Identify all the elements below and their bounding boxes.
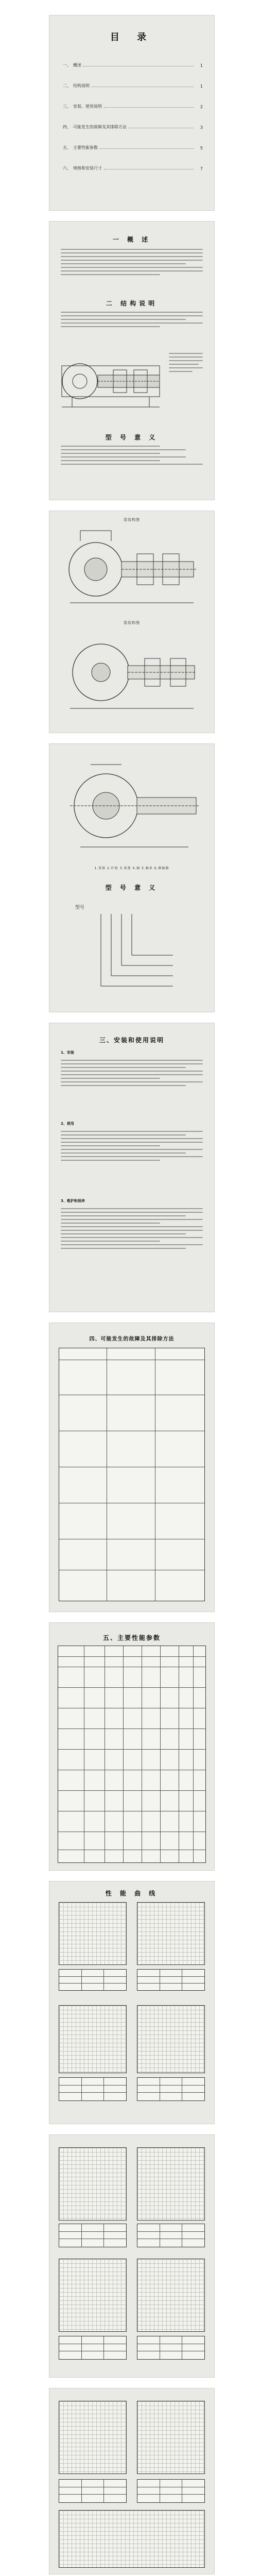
curve-grid: [59, 2147, 127, 2221]
page-curves-2: [49, 2135, 214, 2377]
curve-grid: [137, 2005, 205, 2073]
pump-drawing-1: [60, 526, 204, 613]
toc-item-page: 1: [200, 63, 203, 68]
model-meaning-heading: 型 号 意 义: [105, 884, 159, 891]
structure-text: [61, 309, 203, 330]
structure-heading: 二 结构说明: [106, 300, 158, 307]
toc-item-num: 一、: [63, 63, 71, 67]
curve-table: [137, 2077, 205, 2101]
toc-item[interactable]: [63, 79, 203, 89]
toc-leader: [104, 107, 194, 108]
model-params-text: [61, 443, 203, 467]
pump-drawing-2: [60, 629, 204, 716]
fig-legend: 1.泵体 2.叶轮 3.泵盖 4.轴 5.轴承 6.联轴器: [94, 867, 169, 870]
install-text-2: [61, 1128, 203, 1163]
fault-table: [59, 1348, 205, 1601]
toc-item-num: 五、: [63, 145, 71, 150]
performance-table: [58, 1646, 206, 1863]
toc-item-text: 主要性能参数: [73, 145, 98, 150]
page-toc: [49, 15, 214, 210]
overview-text: [61, 246, 203, 278]
toc-item[interactable]: [63, 121, 203, 130]
curve-grid: [59, 2510, 205, 2568]
fig-pump-1-caption: 泵结构图: [124, 518, 140, 522]
toc-item-page: 1: [200, 84, 203, 89]
curve-grid: [59, 1902, 127, 1965]
toc-item-page: 2: [200, 105, 203, 109]
curves-heading: 性 能 曲 线: [105, 1890, 159, 1897]
page-faults: [49, 1323, 214, 1612]
curve-grid: [59, 2005, 127, 2073]
curve-grid: [137, 1902, 205, 1965]
page-performance: [49, 1623, 214, 1870]
toc-item[interactable]: [63, 141, 203, 150]
toc-item-num: 四、: [63, 125, 71, 129]
page-curves-3: [49, 2388, 214, 2574]
toc-item[interactable]: [63, 59, 203, 68]
toc-item-page: 3: [200, 125, 203, 130]
faults-heading: 四、可能发生的故障及其排除方法: [89, 1336, 175, 1342]
curve-table: [59, 2077, 127, 2101]
curve-grid: [59, 2401, 127, 2474]
overview-heading: 一 概 述: [112, 236, 151, 243]
curve-table: [59, 2336, 127, 2360]
install-heading: 三、安装和使用说明: [99, 1037, 164, 1044]
install-text-1: [61, 1057, 203, 1089]
toc-item-num: 三、: [63, 104, 71, 109]
performance-heading: 五、主要性能参数: [102, 1634, 161, 1641]
toc-item-num: 六、: [63, 166, 71, 171]
curve-table: [137, 2336, 205, 2360]
curve-grid: [137, 2259, 205, 2332]
install-subhead-1: 1、安装: [61, 1050, 74, 1055]
pump-section-drawing: [57, 345, 165, 422]
toc-item-text: 规格和安装尺寸: [73, 166, 102, 171]
curve-table: [137, 2479, 205, 2503]
page-model-meaning: [49, 744, 214, 1012]
toc-leader: [100, 148, 194, 149]
structure-side-text: [169, 350, 203, 375]
fig-pump-2-caption: 泵结构图: [124, 621, 140, 625]
toc-item-page: 7: [200, 166, 203, 171]
svg-text:型号: 型号: [75, 905, 85, 910]
toc-item[interactable]: [63, 162, 203, 171]
curve-table: [59, 2479, 127, 2503]
curve-grid: [137, 2147, 205, 2221]
curve-grid: [137, 2401, 205, 2474]
toc-item-text: 结构说明: [73, 83, 90, 88]
page-curves-1: [49, 1882, 214, 2124]
page-structure-drawings: [49, 511, 214, 733]
page-overview: [49, 222, 214, 500]
install-subhead-2: 2、使用: [61, 1122, 74, 1126]
install-subhead-3: 3、维护和保养: [61, 1199, 85, 1203]
toc-item-num: 二、: [63, 83, 71, 88]
model-code-diagram: [70, 899, 194, 996]
page-install: [49, 1023, 214, 1312]
toc-leader: [104, 169, 194, 170]
curve-table: [137, 2224, 205, 2247]
toc-item-text: 概述: [73, 63, 81, 67]
curve-table: [59, 1969, 127, 1991]
curve-table: [137, 1969, 205, 1991]
toc-item[interactable]: [63, 100, 203, 109]
model-params-heading: 型 号 意 义: [105, 434, 159, 441]
toc-item-page: 5: [200, 146, 203, 150]
curve-table: [59, 2224, 127, 2247]
toc-item-text: 安装、使用说明: [73, 104, 102, 109]
curve-grid: [59, 2259, 127, 2332]
toc-title: 目 录: [110, 32, 154, 43]
toc-item-text: 可能发生的故障及其排除方法: [73, 125, 127, 129]
install-text-3: [61, 1206, 203, 1251]
pump-exploded-drawing: [60, 754, 204, 857]
